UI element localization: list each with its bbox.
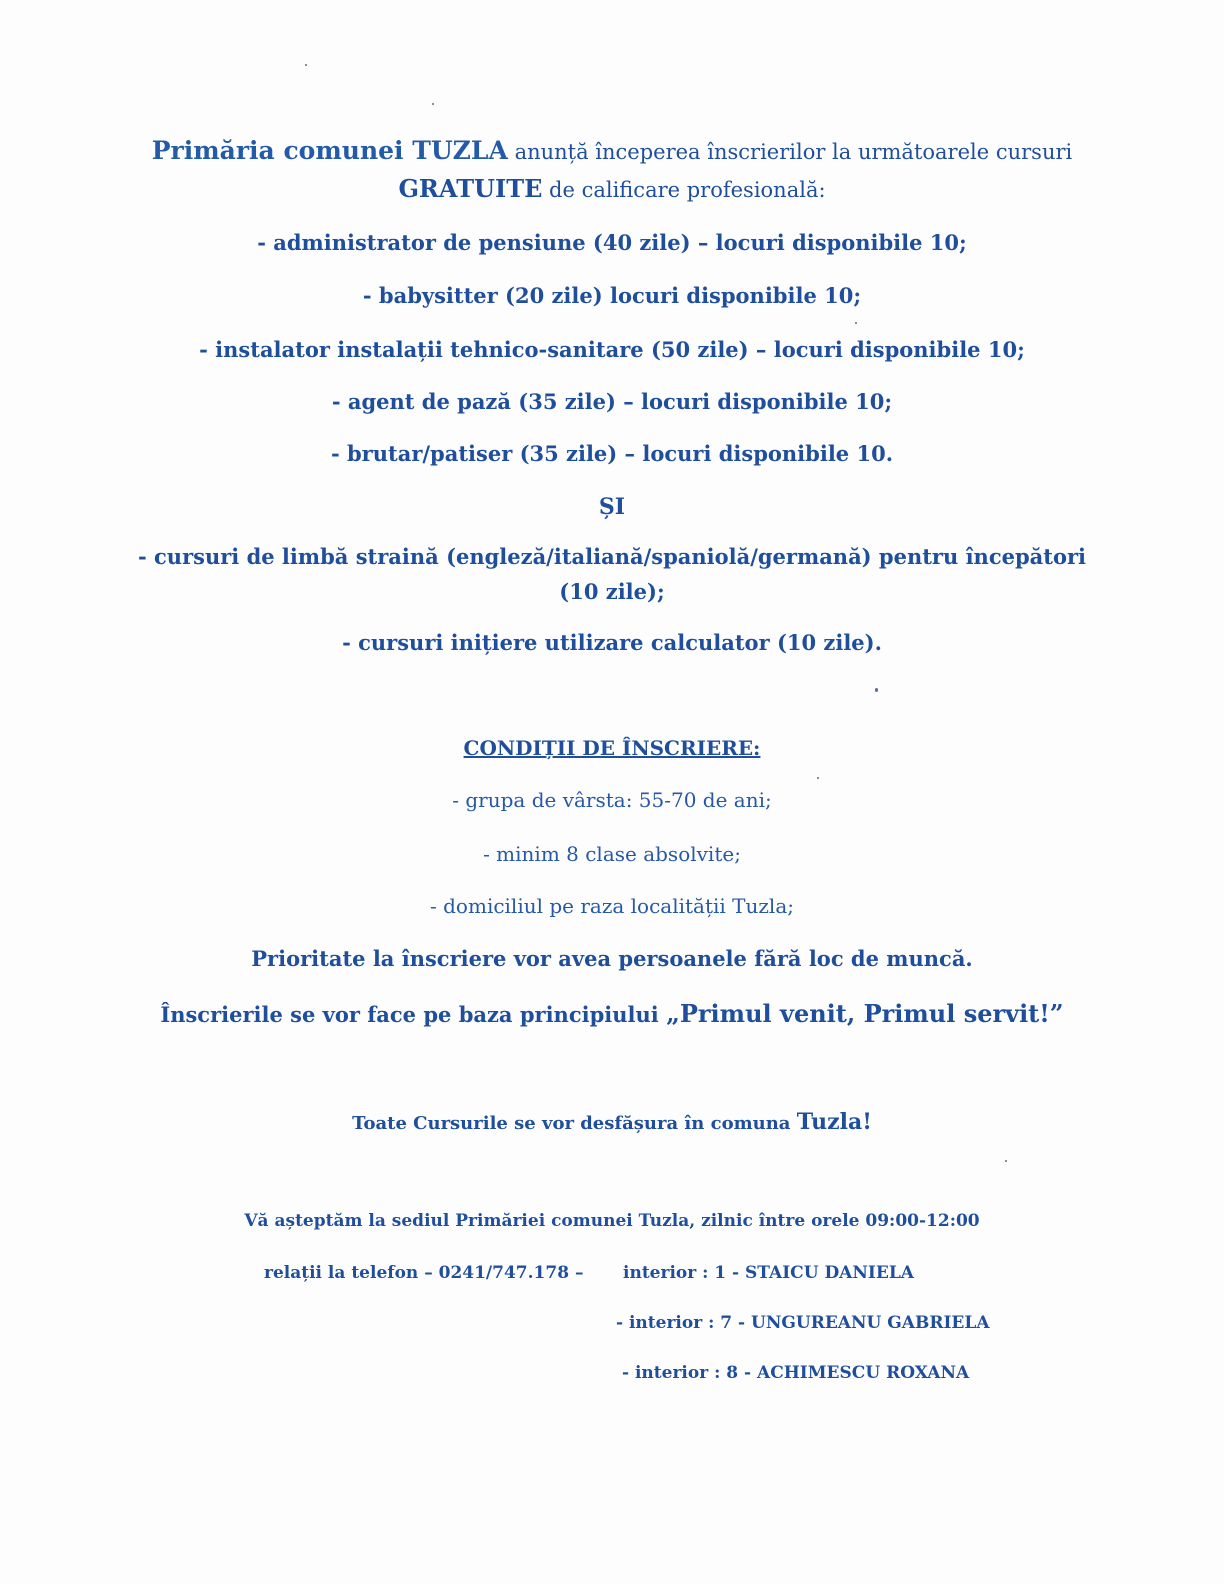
location-lead: Toate Cursurile se vor desfășura în comuna — [352, 1113, 797, 1134]
course-item: - instalator instalații tehnico-sanitare (50 zile) – locuri disponibile 10; — [199, 337, 1025, 362]
scan-speck — [432, 103, 434, 105]
condition-item: - domiciliul pe raza localității Tuzla; — [430, 894, 794, 918]
language-course-line-1: - cursuri de limbă straină (engleză/italiană/spaniolă/germană) pentru începători — [137, 544, 1087, 569]
free-label: GRATUITE — [398, 174, 543, 203]
computer-course: - cursuri inițiere utilizare calculator (10 zile). — [342, 630, 882, 655]
condition-item: - minim 8 clase absolvite; — [483, 842, 741, 866]
office-hours: Vă așteptăm la sediul Primăriei comunei Tuzla, zilnic între orele 09:00-12:00 — [244, 1211, 980, 1231]
contact-extension: - interior : 8 - ACHIMESCU ROXANA — [622, 1363, 970, 1383]
course-item: - agent de pază (35 zile) – locuri disponibile 10; — [331, 389, 893, 414]
intro-line-1 — [0, 138, 1224, 164]
scan-speck — [817, 777, 819, 779]
scan-speck — [305, 64, 307, 66]
priority-note: Prioritate la înscriere vor avea persoanele fără loc de muncă. — [251, 946, 973, 971]
intro-line-2 — [0, 174, 1224, 203]
enroll-lead: Înscrierile se vor face pe baza principiului — [160, 1002, 667, 1027]
scan-speck — [1005, 1160, 1007, 1162]
course-item: - babysitter (20 zile) locuri disponibile 10; — [362, 283, 862, 308]
contact-extension: - interior : 7 - UNGUREANU GABRIELA — [616, 1313, 990, 1333]
and-label: ȘI — [598, 494, 626, 520]
intro-rest: anunță începerea înscrierilor la următoarele cursuri — [507, 140, 1073, 164]
scan-speck — [875, 688, 878, 692]
contact-phone: relații la telefon – 0241/747.178 – — [264, 1263, 584, 1283]
course-item: - brutar/patiser (35 zile) – locuri disponibile 10. — [330, 441, 894, 466]
conditions-title: CONDIȚII DE ÎNSCRIERE: — [463, 736, 761, 760]
contact-extension: interior : 1 - STAICU DANIELA — [623, 1263, 914, 1283]
enroll-note — [0, 999, 1224, 1028]
course-item: - administrator de pensiune (40 zile) – locuri disponibile 10; — [257, 230, 967, 255]
enroll-quote: „Primul venit, Primul servit!” — [666, 999, 1064, 1028]
condition-item: - grupa de vârsta: 55-70 de ani; — [452, 788, 772, 812]
intro-lead: Primăria comunei TUZLA — [151, 136, 508, 165]
scan-speck — [855, 322, 857, 324]
location-place: Tuzla! — [796, 1109, 872, 1135]
language-course-line-2: (10 zile); — [559, 579, 665, 604]
qualification-label: de calificare profesională: — [542, 178, 826, 202]
location-note — [0, 1111, 1224, 1133]
